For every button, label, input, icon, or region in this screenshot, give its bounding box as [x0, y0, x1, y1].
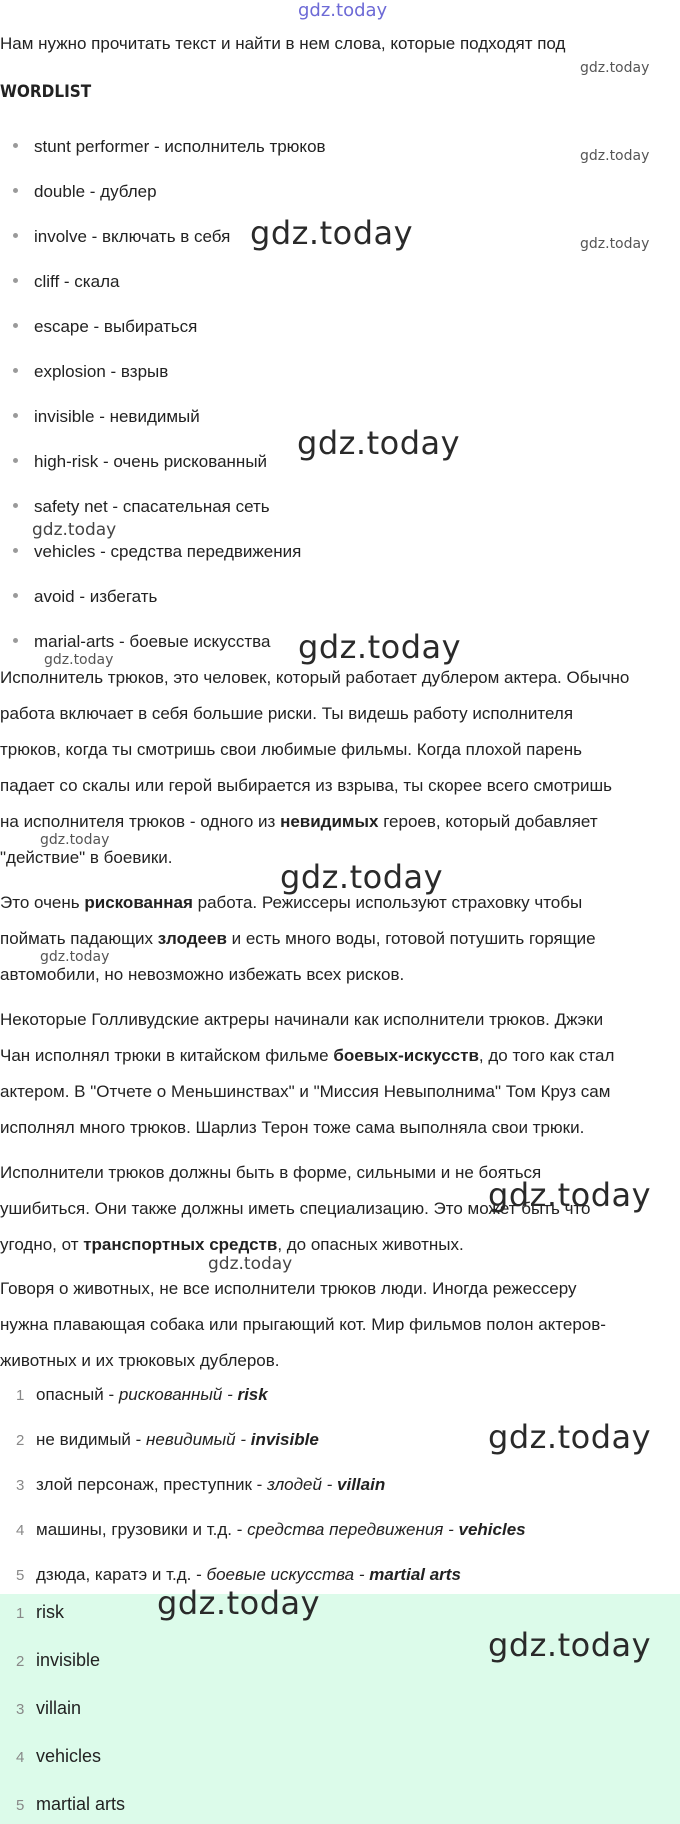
list-item — [16, 1565, 461, 1585]
highlight-word: злодеев — [157, 929, 227, 948]
list-item — [13, 317, 197, 337]
watermark-top: gdz.today — [298, 0, 388, 21]
text-span: работа. Режиссеры используют страховку чтобы — [192, 893, 583, 912]
list-number: 5 — [16, 1797, 25, 1814]
wordlist-heading: WORDLIST — [0, 82, 92, 102]
list-item-text: marial-arts - боевые искусства — [34, 632, 271, 651]
paragraph-line: исполнял много трюков. Шарлиз Терон тоже сама выполняла свои трюки. — [0, 1118, 585, 1137]
answer-item — [16, 1602, 64, 1623]
intro-text: Нам нужно прочитать текст и найти в нем слова, которые подходят под — [0, 34, 566, 53]
paragraph-line — [0, 929, 596, 949]
bullet-icon — [13, 593, 18, 598]
answer-word: invisible — [250, 1430, 319, 1449]
list-item-text: vehicles - средства передвижения — [34, 542, 302, 561]
paragraph-line — [0, 1235, 464, 1255]
text-span: , до опасных животных. — [277, 1235, 464, 1254]
answer-item — [16, 1794, 125, 1815]
watermark: gdz.today — [580, 236, 650, 252]
watermark: gdz.today — [40, 832, 110, 848]
watermark: gdz.today — [580, 148, 650, 164]
watermark: gdz.today — [208, 1254, 293, 1274]
paragraph-line: нужна плавающая собака или прыгающий кот. Мир фильмов полон актеров- — [0, 1315, 606, 1334]
text-span: боевые искусства - — [206, 1565, 370, 1584]
text-span: Это очень — [0, 893, 85, 912]
watermark: gdz.today — [44, 652, 114, 668]
list-item — [13, 362, 168, 382]
list-item-text: escape - выбираться — [34, 317, 198, 336]
watermark: gdz.today — [580, 60, 650, 76]
text-span: машины, грузовики и т.д. - — [36, 1520, 248, 1539]
watermark: gdz.today — [32, 520, 117, 540]
watermark: gdz.today — [488, 1176, 652, 1214]
list-item — [13, 137, 326, 157]
list-number: 1 — [16, 1387, 25, 1404]
list-item-text: avoid - избегать — [34, 587, 158, 606]
bullet-icon — [13, 233, 18, 238]
list-item-text: stunt performer - исполнитель трюков — [34, 137, 326, 156]
text-span: дзюда, каратэ и т.д. - — [36, 1565, 207, 1584]
paragraph-line: Некоторые Голливудские актреры начинали как исполнители трюков. Джэки — [0, 1010, 604, 1029]
paragraph-line: Исполнители трюков должны быть в форме, сильными и не бояться — [0, 1163, 542, 1182]
list-item-text: double - дублер — [34, 182, 157, 201]
answer-item — [16, 1698, 81, 1719]
answer-text: invisible — [36, 1650, 101, 1670]
answer-word: risk — [237, 1385, 268, 1404]
list-item — [16, 1430, 319, 1450]
paragraph-line: ушибиться. Они также должны иметь специализацию. Это может быть что — [0, 1199, 591, 1218]
list-item — [13, 452, 267, 472]
paragraph-line: Говоря о животных, не все исполнители трюков люди. Иногда режессеру — [0, 1279, 577, 1298]
paragraph-line — [0, 893, 582, 913]
paragraph-line: "действие" в боевики. — [0, 848, 173, 867]
highlight-word: транспортных средств — [83, 1235, 278, 1254]
text-span: злой персонаж, преступник - — [36, 1475, 268, 1494]
list-number: 3 — [16, 1701, 25, 1718]
bullet-icon — [13, 323, 18, 328]
answer-text: vehicles — [36, 1746, 102, 1766]
list-item-text: cliff - скала — [34, 272, 120, 291]
text-span: рискованный - — [118, 1385, 238, 1404]
bullet-icon — [13, 368, 18, 373]
watermark: gdz.today — [157, 1584, 321, 1622]
list-item — [13, 182, 157, 202]
list-item — [13, 542, 301, 562]
list-item — [13, 632, 270, 652]
paragraph-line: автомобили, но невозможно избежать всех рисков. — [0, 965, 405, 984]
paragraph-line — [0, 1046, 614, 1066]
list-item — [13, 407, 200, 427]
bullet-icon — [13, 503, 18, 508]
text-span: не видимый - — [36, 1430, 147, 1449]
list-number: 2 — [16, 1653, 25, 1670]
text-span: , до того как стал — [478, 1046, 615, 1065]
list-number: 5 — [16, 1567, 25, 1584]
list-item-text: explosion - взрыв — [34, 362, 169, 381]
bullet-icon — [13, 548, 18, 553]
list-item — [16, 1385, 268, 1405]
answer-word: vehicles — [458, 1520, 526, 1539]
text-span: на исполнителя трюков - одного из — [0, 812, 281, 831]
paragraph-line — [0, 812, 598, 832]
bullet-icon — [13, 638, 18, 643]
list-item-text: invisible - невидимый — [34, 407, 200, 426]
paragraph-line: падает со скалы или герой выбирается из взрыва, ты скорее всего смотришь — [0, 776, 613, 795]
paragraph-line: работа включает в себя большие риски. Ты видешь работу исполнителя — [0, 704, 574, 723]
list-item — [16, 1475, 385, 1495]
list-number: 4 — [16, 1522, 25, 1539]
watermark: gdz.today — [488, 1418, 652, 1456]
text-span: невидимый - — [146, 1430, 251, 1449]
bullet-icon — [13, 143, 18, 148]
text-span: поймать падающих — [0, 929, 158, 948]
answer-word: martial arts — [369, 1565, 461, 1584]
highlight-word: боевых-искусств — [333, 1046, 479, 1065]
answer-text: martial arts — [36, 1794, 126, 1814]
text-span: злодей - — [267, 1475, 338, 1494]
answer-text: villain — [36, 1698, 82, 1718]
list-item — [13, 272, 119, 292]
answer-item — [16, 1746, 101, 1767]
watermark: gdz.today — [488, 1626, 652, 1664]
list-number: 4 — [16, 1749, 25, 1766]
paragraph-line: Исполнитель трюков, это человек, который работает дублером актера. Обычно — [0, 668, 630, 687]
list-item — [13, 227, 230, 247]
list-item — [13, 587, 157, 607]
bullet-icon — [13, 278, 18, 283]
watermark: gdz.today — [280, 858, 444, 896]
watermark: gdz.today — [298, 628, 462, 666]
watermark: gdz.today — [40, 949, 110, 965]
answer-item — [16, 1650, 100, 1671]
list-item-text: involve - включать в себя — [34, 227, 231, 246]
highlight-word: невидимых — [280, 812, 379, 831]
bullet-icon — [13, 413, 18, 418]
text-span: средства передвижения - — [247, 1520, 459, 1539]
paragraph-line: трюков, когда ты смотришь свои любимые фильмы. Когда плохой парень — [0, 740, 583, 759]
watermark: gdz.today — [250, 214, 414, 252]
text-span: героев, который добавляет — [378, 812, 598, 831]
answer-word: villain — [337, 1475, 386, 1494]
bullet-icon — [13, 458, 18, 463]
list-number: 3 — [16, 1477, 25, 1494]
text-span: угодно, от — [0, 1235, 84, 1254]
list-item — [16, 1520, 526, 1540]
list-number: 1 — [16, 1605, 25, 1622]
text-span: Чан исполнял трюки в китайском фильме — [0, 1046, 334, 1065]
list-number: 2 — [16, 1432, 25, 1449]
paragraph-line: животных и их трюковых дублеров. — [0, 1351, 280, 1370]
list-item-text: safety net - спасательная сеть — [34, 497, 270, 516]
text-span: опасный - — [36, 1385, 119, 1404]
list-item — [13, 497, 270, 517]
list-item-text: high-risk - очень рискованный — [34, 452, 268, 471]
watermark: gdz.today — [297, 424, 461, 462]
paragraph-line: актером. В "Отчете о Меньшинствах" и "Миссия Невыполнима" Том Круз сам — [0, 1082, 611, 1101]
answer-text: risk — [36, 1602, 64, 1622]
bullet-icon — [13, 188, 18, 193]
text-span: и есть много воды, готовой потушить горящие — [226, 929, 596, 948]
highlight-word: рискованная — [84, 893, 193, 912]
